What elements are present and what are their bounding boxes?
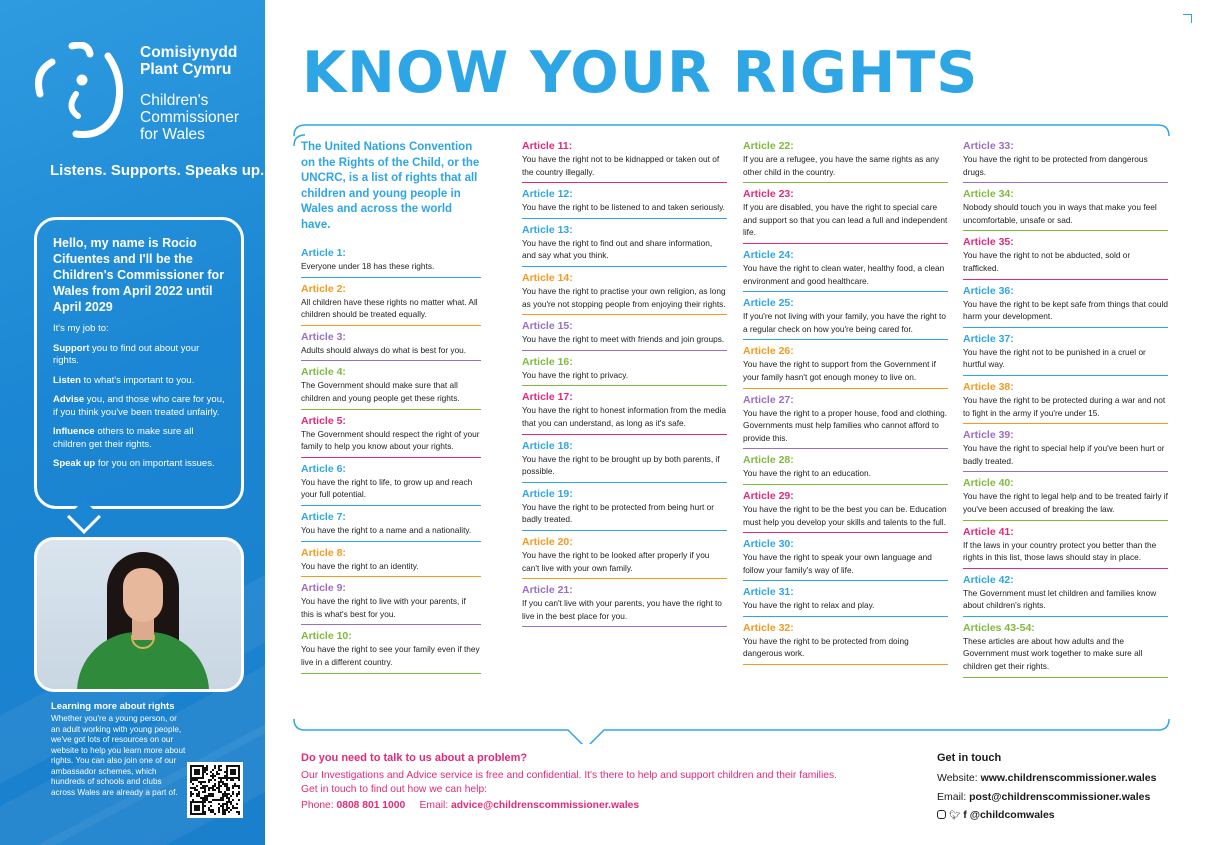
article-text: Adults should always do what is best for you.	[301, 344, 467, 355]
article-text: You have the right to a name and a nationality.	[301, 524, 472, 535]
article-item	[963, 285, 1168, 328]
article-heading: Article 26:	[743, 345, 794, 358]
article-text: You have the right to life, to grow up and reach your full potential.	[301, 476, 473, 500]
article-item	[743, 586, 948, 617]
article-heading: Article 28:	[743, 454, 794, 467]
article-item	[522, 391, 727, 434]
article-text: You have the right to be the best you can be. Education must help you develop your skills and talents to the full.	[743, 503, 947, 527]
learning-more	[51, 701, 186, 798]
facebook-icon[interactable]: f	[963, 809, 967, 821]
article-item	[963, 236, 1168, 279]
article-text: You have the right to an education.	[743, 468, 871, 479]
article-text: You have the right to honest information from the media that you can understand, as long as it's safe.	[522, 405, 727, 428]
article-item	[301, 463, 481, 506]
article-heading: Article 14:	[522, 271, 573, 284]
commissioner-photo	[34, 537, 244, 692]
article-text: You have the right not to be kidnapped or taken out of the country illegally.	[522, 154, 720, 177]
email-link[interactable]: post@childrenscommissioner.wales	[969, 791, 1151, 803]
article-heading: Article 34:	[963, 188, 1014, 201]
article-text: If you're not living with your family, you have the right to a regular check on how you're being cared for.	[743, 311, 946, 334]
commissioner-speech-bubble	[34, 217, 244, 509]
article-text: You have the right to legal help and to be treated fairly if you've been accused of breaking the law.	[963, 491, 1168, 514]
bubble-intro: It's my job to:	[53, 323, 109, 334]
article-heading: Article 6:	[301, 462, 346, 475]
article-heading: Article 10:	[301, 630, 352, 643]
article-heading: Article 3:	[301, 330, 346, 343]
article-heading: Article 13:	[522, 223, 573, 236]
article-text: You have the right to an identity.	[301, 560, 419, 571]
article-text: Everyone under 18 has these rights.	[301, 261, 435, 271]
article-text: These articles are about how adults and the Government must work together to make sure all children get their rights.	[963, 635, 1143, 672]
help-line2: Get in touch to find out how we can help:	[301, 784, 488, 795]
article-heading: Article 35:	[963, 236, 1014, 249]
learning-text: Whether you're a young person, or an adult working with young people, we've got lots of resources on our website to help you learn more about rights. You can also join one of our ambassador schemes, which hundreds of schools and clubs across Wales are already a part of.	[51, 714, 186, 797]
contact-social	[937, 807, 1187, 823]
article-heading: Article 41:	[963, 525, 1014, 538]
article-item	[522, 224, 727, 267]
article-heading: Article 21:	[522, 584, 573, 597]
article-item	[743, 345, 948, 388]
article-heading: Article 9:	[301, 582, 346, 595]
article-text: You have the right to relax and play.	[743, 600, 875, 611]
contact-section	[937, 752, 1187, 823]
article-text: You have the right to live with your parents, if this is what's best for you.	[301, 596, 466, 619]
website-link[interactable]: www.childrenscommissioner.wales	[980, 772, 1157, 784]
org-name-welsh: Comisiynydd Plant Cymru	[140, 44, 238, 78]
article-item	[301, 283, 481, 326]
article-text: You have the right to be brought up by both parents, if possible.	[522, 453, 720, 477]
help-line1: Our Investigations and Advice service is free and confidential. It's there to help and support children and their families.	[301, 770, 837, 781]
article-text: You have the right not to be punished in a cruel or hurtful way.	[963, 346, 1146, 370]
article-text: You have the right to be protected from dangerous drugs.	[963, 154, 1148, 177]
article-heading: Article 38:	[963, 380, 1014, 393]
article-heading: Article 37:	[963, 332, 1014, 345]
help-heading: Do you need to talk to us about a problem?	[301, 752, 528, 764]
article-item	[522, 488, 727, 531]
article-heading: Article 31:	[743, 586, 794, 599]
help-email-link[interactable]: advice@childrenscommissioner.wales	[451, 800, 640, 811]
help-section	[301, 752, 901, 813]
article-heading: Article 39:	[963, 429, 1014, 442]
article-item	[743, 188, 948, 244]
article-heading: Article 12:	[522, 188, 573, 201]
article-text: You have the right to be kept safe from things that could harm your development.	[963, 298, 1168, 322]
article-item	[963, 140, 1168, 183]
article-item	[743, 490, 948, 533]
bubble-heading: Hello, my name is Rocio Cifuentes and I'll be the Children's Commissioner for Wales from April 2022 until April 2029	[53, 236, 225, 314]
article-heading: Article 16:	[522, 355, 573, 368]
article-text: You have the right to privacy.	[522, 369, 629, 380]
article-text: You have the right to be protected from doing dangerous work.	[743, 635, 909, 659]
article-item	[963, 188, 1168, 231]
learning-heading: Learning more about rights	[51, 701, 175, 712]
article-item	[963, 574, 1168, 617]
article-text: Nobody should touch you in ways that make you feel uncomfortable, unsafe or sad.	[963, 202, 1157, 225]
article-heading: Article 7:	[301, 510, 346, 523]
article-heading: Article 2:	[301, 282, 346, 295]
article-item	[301, 366, 481, 409]
commissioner-logo-icon	[30, 42, 130, 142]
article-item	[522, 536, 727, 579]
article-heading: Article 25:	[743, 297, 794, 310]
column-4	[963, 140, 1168, 683]
article-item	[522, 272, 727, 315]
article-text: You have the right to find out and share information, and say what you think.	[522, 237, 713, 261]
corner-mark	[1183, 14, 1192, 23]
article-text: You have the right to not be abducted, sold or trafficked.	[963, 250, 1131, 273]
article-item	[963, 526, 1168, 569]
article-item	[522, 140, 727, 183]
article-text: You have the right to support from the Government if your family hasn't got enough money to live on.	[743, 359, 936, 382]
uncrc-intro: The United Nations Convention on the Rights of the Child, or the UNCRC, is a list of rights that all children and young people in Wales and across the world have.	[301, 141, 480, 231]
bubble-item: Advise you, and those who care for you, if you think you've been treated unfairly.	[53, 394, 225, 418]
twitter-icon[interactable]: 🐦︎	[948, 810, 961, 820]
article-item	[522, 440, 727, 483]
instagram-icon[interactable]	[937, 810, 946, 819]
article-heading: Article 15:	[522, 320, 573, 333]
sidebar	[0, 0, 265, 845]
column-1	[301, 140, 481, 679]
article-heading: Article 18:	[522, 439, 573, 452]
article-text: You have the right to speak your own language and follow your family's way of life.	[743, 552, 932, 575]
article-item	[743, 394, 948, 450]
article-item	[743, 538, 948, 581]
help-phone-link[interactable]: 0808 801 1000	[336, 800, 406, 811]
page-title: KNOW YOUR RIGHTS	[302, 40, 979, 106]
article-heading: Article 32:	[743, 621, 794, 634]
article-heading: Article 36:	[963, 284, 1014, 297]
article-item	[743, 140, 948, 183]
article-heading: Article 5:	[301, 414, 346, 427]
article-item	[963, 622, 1168, 678]
article-item	[963, 381, 1168, 424]
tagline: Listens. Supports. Speaks up.	[50, 162, 265, 179]
article-item	[743, 622, 948, 665]
article-text: You have the right to be listened to and taken seriously.	[522, 202, 725, 213]
article-item	[301, 331, 481, 362]
article-text: You have the right to special help if you've been hurt or badly treated.	[963, 443, 1165, 466]
article-text: You have the right to meet with friends and join groups.	[522, 334, 725, 345]
article-heading: Article 33:	[963, 140, 1014, 152]
article-heading: Article 22:	[743, 140, 794, 152]
article-text: You have the right to a proper house, food and clothing. Governments must help families who cannot afford to provide this.	[743, 407, 948, 443]
contact-website: Website: www.childrenscommissioner.wales	[937, 772, 1157, 784]
bubble-items	[53, 343, 227, 471]
article-heading: Articles 43-54:	[963, 621, 1035, 634]
article-heading: Article 23:	[743, 188, 794, 201]
article-item	[522, 320, 727, 351]
article-heading: Article 40:	[963, 477, 1014, 490]
article-text: You have the right to be protected during a war and not to fight in the army if you're under 15.	[963, 394, 1166, 418]
article-heading: Article 4:	[301, 366, 346, 379]
article-heading: Article 19:	[522, 487, 573, 500]
article-item	[743, 249, 948, 292]
article-text: All children have these rights no matter what. All children should be treated equally.	[301, 296, 478, 320]
qr-code-icon[interactable]	[187, 762, 243, 818]
article-heading: Article 20:	[522, 535, 573, 548]
article-heading: Article 29:	[743, 489, 794, 502]
contact-heading: Get in touch	[937, 752, 1002, 764]
social-handle[interactable]: @childcomwales	[969, 809, 1055, 821]
article-text: If the laws in your country protect you better than the rights in this list, those laws should stay in place.	[963, 539, 1157, 563]
bubble-item: Listen to what's important to you.	[53, 374, 195, 386]
bubble-item: Influence others to make sure all children get their rights.	[53, 426, 194, 450]
article-heading: Article 30:	[743, 538, 794, 551]
article-text: If you are a refugee, you have the same rights as any other child in the country.	[743, 154, 940, 177]
article-text: You have the right to practise your own religion, as long as you're not stopping people from enjoying their rights.	[522, 285, 726, 309]
bubble-item: Support you to find out about your rights.	[53, 342, 200, 366]
article-text: The Government must let children and families know about children's rights.	[963, 587, 1157, 611]
article-text: If you are disabled, you have the right to special care and support so that you can lead a full and independent life.	[743, 202, 948, 238]
article-text: You have the right to be looked after properly if you can't live with your own family.	[522, 549, 710, 573]
article-heading: Article 8:	[301, 546, 346, 559]
article-text: You have the right to clean water, healthy food, a clean environment and good healthcare.	[743, 262, 945, 286]
article-item	[301, 511, 481, 542]
bubble-item: Speak up for you on important issues.	[53, 458, 215, 469]
article-text: The Government should respect the right of your family to help you know about your rights.	[301, 428, 480, 452]
article-item	[522, 356, 727, 387]
article-item	[301, 415, 481, 458]
article-text: The Government should make sure that all children and young people get these rights.	[301, 380, 460, 403]
contact-email: Email: post@childrenscommissioner.wales	[937, 791, 1151, 803]
article-text: You have the right to be protected from being hurt or badly treated.	[522, 501, 715, 525]
article-item	[301, 630, 481, 673]
column-3	[743, 140, 948, 670]
article-item	[963, 333, 1168, 376]
article-item	[743, 297, 948, 340]
article-text: If you can't live with your parents, you have the right to live in the best place for you.	[522, 598, 722, 621]
article-item	[522, 188, 727, 219]
article-item	[743, 454, 948, 485]
article-heading: Article 1:	[301, 247, 346, 259]
org-name-english: Children's Commissioner for Wales	[140, 92, 240, 143]
article-heading: Article 17:	[522, 391, 573, 404]
article-item	[963, 477, 1168, 520]
column-2	[522, 140, 727, 632]
article-item	[522, 584, 727, 627]
help-contact: Phone: 0808 801 1000 Email: advice@childrenscommissioner.wales	[301, 800, 640, 811]
article-heading: Article 42:	[963, 573, 1014, 586]
article-item	[301, 547, 481, 578]
article-heading: Article 11:	[522, 140, 573, 152]
article-item	[301, 582, 481, 625]
article-heading: Article 24:	[743, 248, 794, 261]
article-text: You have the right to see your family even if they live in a different country.	[301, 644, 480, 667]
article-item	[301, 247, 481, 278]
article-item	[963, 429, 1168, 472]
article-heading: Article 27:	[743, 393, 794, 406]
